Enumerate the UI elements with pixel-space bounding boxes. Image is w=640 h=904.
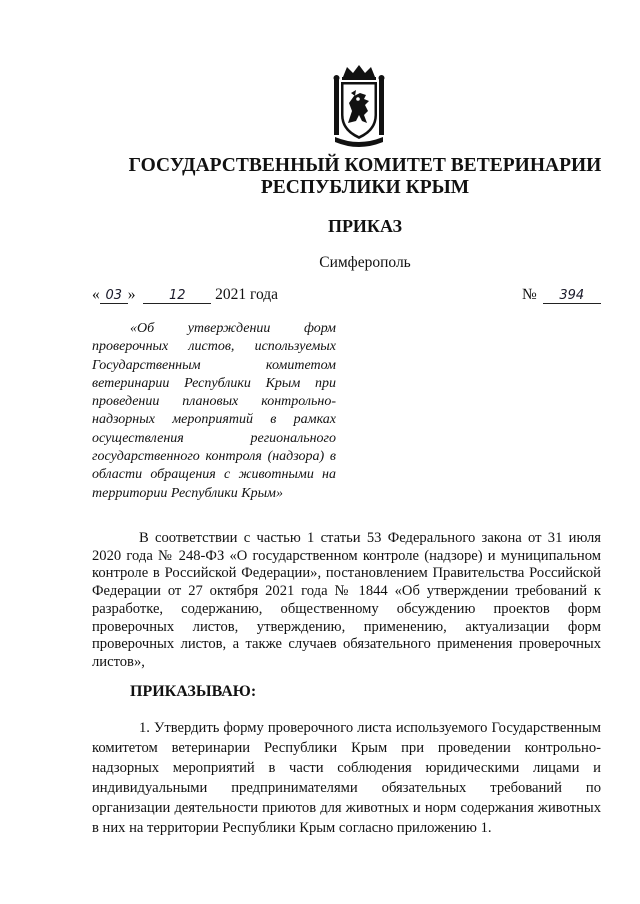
date-year: 2021 года: [215, 286, 279, 303]
date-day: 03: [100, 289, 128, 304]
order-number: [522, 286, 601, 304]
order-subject: «Об утверждении форм проверочных листов, используемых Государственным комитетом ветеринарии Республики Крым при проведении плановых контрольно-надзорных мероприятий в рамках осуществления регионального государственного контроля (надзора) в области обращения с животными на территории Республики Крым»: [92, 321, 336, 501]
order-title: ПРИКАЗ: [327, 216, 403, 236]
decree-heading: ПРИКАЗЫВАЮ:: [130, 683, 257, 700]
crimea-coat-of-arms-icon: [331, 63, 387, 147]
order-date: [92, 286, 278, 304]
organization-title-line1: ГОСУДАРСТВЕННЫЙ КОМИТЕТ ВЕТЕРИНАРИИ: [128, 155, 602, 176]
number-value: 394: [543, 289, 601, 304]
date-month: 12: [143, 289, 211, 304]
date-open-quote: «: [92, 286, 100, 303]
organization-title-line2: РЕСПУБЛИКИ КРЫМ: [260, 177, 470, 198]
city-name: Симферополь: [319, 254, 411, 271]
decree-item-1: 1. Утвердить форму проверочного листа используемого Государственным комитетом ветеринарии Республики Крым при проведении контрольно-надзорных мероприятий в части соблюдения юридическими лицами и индивидуальными предпринимателями обязательных требований по организации деятельности приютов для животных и норм содержания животных в них на территории Республики Крым согласно приложению 1.: [92, 720, 601, 837]
date-close-quote: »: [127, 286, 136, 303]
number-label: №: [522, 286, 537, 303]
preamble-paragraph: В соответствии с частью 1 статьи 53 Федерального закона от 31 июля 2020 года № 248-ФЗ «О государственном контроле (надзоре) и муниципальном контроле в Российской Федерации», постановлением Правительства Российской Федерации от 27 октября 2021 года № 1844 «Об утверждении требований к разработке, содержанию, общественному обсуждению проектов форм проверочных листов, утверждению, применению, актуализации форм проверочных листов, а также случаев обязательного применения проверочных листов»,: [92, 530, 601, 670]
